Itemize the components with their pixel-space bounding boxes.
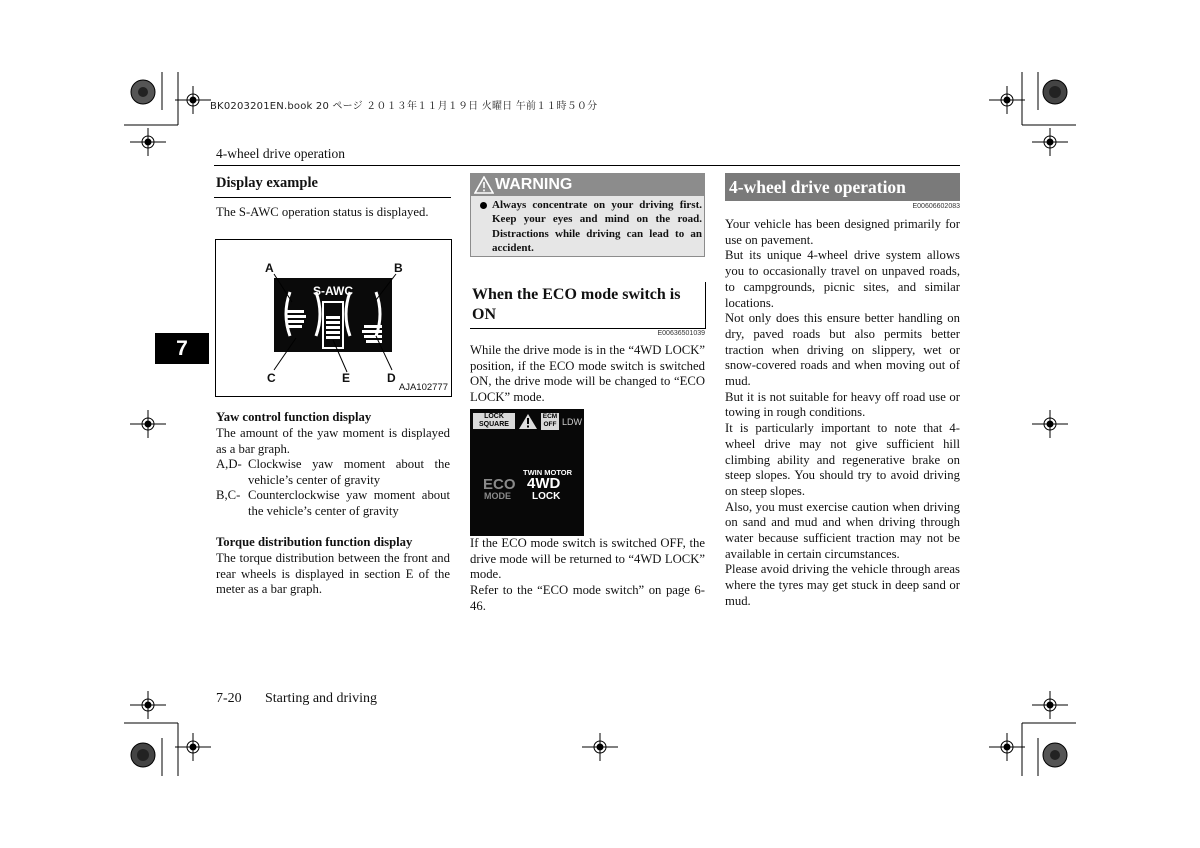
paragraph: Also, you must exercise caution when driving on sand and mud and when driving through water because sufficient traction may not be available in certain circumstances. xyxy=(725,499,960,561)
yaw-heading: Yaw control function display xyxy=(216,410,372,424)
eco-mode-display-image xyxy=(470,409,584,536)
paragraph: But its unique 4-wheel drive system allows you to occasionally travel on unpaved roads, to campgrounds, picnic sites, and similar locations. xyxy=(725,248,960,310)
yaw-text: The amount of the yaw moment is displayed as a bar graph. xyxy=(216,426,450,456)
torque-heading: Torque distribution function display xyxy=(216,535,413,549)
warning-triangle-icon xyxy=(518,413,538,430)
header-rule xyxy=(214,165,960,166)
page-number: 7-20 xyxy=(216,691,242,706)
s-awc-figure xyxy=(215,239,452,397)
display-example-heading: Display example xyxy=(216,175,318,191)
eco-heading-box xyxy=(470,282,706,329)
four-wheel-body xyxy=(725,217,960,610)
paragraph: Your vehicle has been designed primarily for use on pavement. xyxy=(725,217,960,247)
warning-text: Always concentrate on your driving first. Keep your eyes and mind on the road. Distractions while driving can lead to an accident. xyxy=(492,199,702,255)
label-d: D xyxy=(387,371,396,385)
bullet-icon xyxy=(480,202,487,209)
warning-label: WARNING xyxy=(495,176,573,193)
eco-code: E00636501039 xyxy=(657,330,705,337)
fourwd-text: 4WD xyxy=(527,475,561,492)
eco-paragraph-1: While the drive mode is in the “4WD LOCK” position, if the ECO mode switch is switched ON, the drive mode will be changed to “ECO LOCK” mode. xyxy=(470,343,705,405)
lock-indicator: LOCK SQUARE xyxy=(473,413,515,429)
footer-section: Starting and driving xyxy=(265,691,377,706)
file-info: BK0203201EN.book 20 ページ ２０１３年１１月１９日 火曜日 午前１１時５０分 xyxy=(210,101,598,112)
yaw-item-bc xyxy=(216,488,450,519)
ldw-indicator: LDW xyxy=(562,417,582,427)
mode-text: MODE xyxy=(484,491,511,501)
paragraph: But it is not suitable for heavy off road use or towing in rough conditions. xyxy=(725,389,960,420)
torque-text: The torque distribution between the front and rear wheels is displayed in section E of the meter as a bar graph. xyxy=(216,551,450,597)
eco-heading: When the ECO mode switch is ON xyxy=(472,286,681,323)
display-intro: The S-AWC operation status is displayed. xyxy=(216,205,429,219)
yaw-item-key: B,C- xyxy=(216,488,241,502)
paragraph: Please avoid driving the vehicle through areas where the tyres may get stuck in deep sand or mud. xyxy=(725,562,960,608)
figure-code: AJA102777 xyxy=(398,382,448,393)
s-awc-display-title: S-AWC xyxy=(313,284,353,298)
eco-text: ECO xyxy=(483,476,516,493)
label-c: C xyxy=(267,371,276,385)
four-wheel-code: E00606602083 xyxy=(912,203,960,210)
yaw-item-ad xyxy=(216,457,450,488)
chapter-tab: 7 xyxy=(155,333,209,364)
warning-box xyxy=(470,196,705,257)
heading-rule xyxy=(214,197,451,198)
yaw-item-text: Counterclockwise yaw moment about the vehicle’s center of gravity xyxy=(248,488,450,518)
label-b: B xyxy=(394,261,403,275)
yaw-item-text: Clockwise yaw moment about the vehicle’s center of gravity xyxy=(248,457,450,487)
label-a: A xyxy=(265,261,274,275)
warning-header xyxy=(470,173,705,196)
label-e: E xyxy=(342,371,351,385)
running-head: 4-wheel drive operation xyxy=(216,146,345,161)
s-awc-display-graphic xyxy=(216,240,451,396)
yaw-item-key: A,D- xyxy=(216,457,242,471)
four-wheel-heading: 4-wheel drive operation xyxy=(725,173,960,201)
ecm-off-indicator: ECM OFF xyxy=(542,413,558,428)
lock-text: LOCK xyxy=(532,491,561,502)
eco-paragraph-3: Refer to the “ECO mode switch” on page 6-46. xyxy=(470,583,705,613)
warning-triangle-icon xyxy=(474,176,494,194)
paragraph: It is particularly important to note that 4-wheel drive may not give sufficient hill climbing ability and regenerative brake on steep slopes. You should try to avoid driving on steep slopes. xyxy=(725,421,960,498)
twin-motor-text: TWIN MOTOR xyxy=(523,468,573,477)
paragraph: Not only does this ensure better handling on dry, paved roads but also permits better traction when driving on slippery, wet or snow-covered roads and when moving out of mud. xyxy=(725,311,960,389)
eco-paragraph-2: If the ECO mode switch is switched OFF, the drive mode will be returned to “4WD LOCK” mode. xyxy=(470,536,705,582)
